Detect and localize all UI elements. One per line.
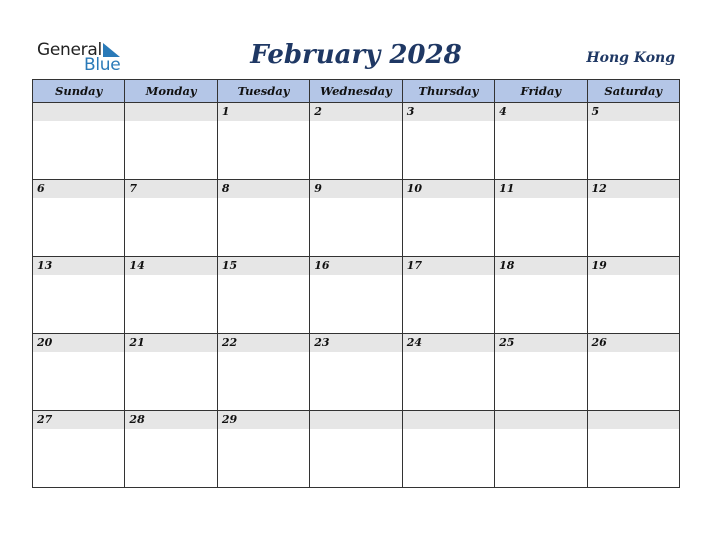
- day-bar: [495, 103, 586, 121]
- day-bar: [588, 411, 679, 429]
- day-cell: [587, 257, 679, 334]
- day-bar: [33, 411, 124, 429]
- day-cell: [587, 180, 679, 257]
- day-cell: [217, 334, 309, 411]
- day-bar: [310, 257, 401, 275]
- day-cell: [217, 411, 309, 488]
- day-number: 25: [499, 336, 515, 349]
- day-bar: [588, 103, 679, 121]
- day-cell: [495, 257, 587, 334]
- day-cell: [402, 180, 494, 257]
- day-number: 15: [221, 259, 238, 272]
- day-number: 1: [221, 105, 230, 118]
- logo-text-blue: Blue: [84, 55, 121, 75]
- day-bar: [218, 180, 309, 198]
- day-number: 23: [314, 336, 330, 349]
- day-cell: [217, 257, 309, 334]
- day-bar: [218, 103, 309, 121]
- day-number: 2: [314, 105, 322, 118]
- day-cell: [402, 257, 494, 334]
- day-cell: [495, 411, 587, 488]
- day-number: 18: [499, 259, 515, 272]
- day-bar: [403, 180, 494, 198]
- day-bar: [495, 257, 586, 275]
- weekday-header: Sunday: [33, 80, 125, 103]
- day-number: 28: [129, 413, 145, 426]
- day-bar: [125, 334, 216, 352]
- day-bar: [495, 180, 586, 198]
- day-number: 17: [406, 259, 422, 272]
- week-row: [33, 180, 680, 257]
- week-row: [33, 411, 680, 488]
- weekday-header: Thursday: [402, 80, 494, 103]
- day-number: 3: [406, 105, 415, 118]
- day-cell: [33, 411, 125, 488]
- day-number: 24: [406, 336, 422, 349]
- day-cell: [310, 180, 402, 257]
- day-bar: [403, 334, 494, 352]
- day-number: 10: [406, 182, 422, 195]
- day-cell: [495, 103, 587, 180]
- day-number: 4: [499, 105, 507, 118]
- region-label: Hong Kong: [586, 50, 675, 66]
- day-bar: [218, 257, 309, 275]
- day-cell: [402, 334, 494, 411]
- day-cell: [495, 180, 587, 257]
- calendar-title: February 2028: [250, 40, 462, 70]
- day-bar: [588, 180, 679, 198]
- weekday-header: Saturday: [587, 80, 679, 103]
- day-bar: [33, 103, 124, 121]
- day-cell: [125, 334, 217, 411]
- weekday-header-row: [33, 80, 680, 103]
- week-row: [33, 103, 680, 180]
- weekday-header: Tuesday: [217, 80, 309, 103]
- day-bar: [310, 334, 401, 352]
- day-cell: [587, 334, 679, 411]
- day-cell: [310, 411, 402, 488]
- weekday-header: Wednesday: [310, 80, 402, 103]
- day-number: 26: [591, 336, 607, 349]
- day-cell: [402, 103, 494, 180]
- day-cell: [33, 257, 125, 334]
- day-bar: [310, 180, 401, 198]
- day-bar: [125, 411, 216, 429]
- day-number: 16: [314, 259, 330, 272]
- day-number: 20: [37, 336, 53, 349]
- day-bar: [33, 257, 124, 275]
- week-row: [33, 334, 680, 411]
- weekday-header: Friday: [495, 80, 587, 103]
- day-number: 9: [314, 182, 322, 195]
- day-cell: [310, 334, 402, 411]
- day-number: 22: [221, 336, 238, 349]
- day-number: 12: [591, 182, 607, 195]
- day-bar: [33, 334, 124, 352]
- week-row: [33, 257, 680, 334]
- day-cell: [125, 257, 217, 334]
- weekday-header: Monday: [125, 80, 217, 103]
- day-bar: [125, 103, 216, 121]
- day-number: 11: [499, 182, 515, 195]
- day-bar: [310, 411, 401, 429]
- day-bar: [495, 411, 586, 429]
- day-number: 14: [129, 259, 145, 272]
- day-bar: [403, 257, 494, 275]
- day-bar: [403, 411, 494, 429]
- day-cell: [587, 411, 679, 488]
- day-bar: [310, 103, 401, 121]
- day-bar: [588, 334, 679, 352]
- day-number: 8: [221, 182, 230, 195]
- day-cell: [33, 334, 125, 411]
- day-bar: [125, 257, 216, 275]
- day-bar: [33, 180, 124, 198]
- day-cell: [587, 103, 679, 180]
- day-cell: [310, 257, 402, 334]
- day-cell: [495, 334, 587, 411]
- day-number: 5: [591, 105, 600, 118]
- day-number: 13: [37, 259, 53, 272]
- day-number: 27: [37, 413, 53, 426]
- day-bar: [218, 411, 309, 429]
- day-bar: [588, 257, 679, 275]
- day-cell: [33, 103, 125, 180]
- day-number: 21: [129, 336, 145, 349]
- day-bar: [125, 180, 216, 198]
- day-number: 7: [129, 182, 138, 195]
- day-number: 29: [221, 413, 238, 426]
- day-cell: [217, 180, 309, 257]
- day-number: 6: [37, 182, 45, 195]
- day-cell: [125, 411, 217, 488]
- day-cell: [217, 103, 309, 180]
- day-cell: [33, 180, 125, 257]
- day-cell: [310, 103, 402, 180]
- day-cell: [125, 103, 217, 180]
- logo-text-general: General: [37, 40, 102, 60]
- day-cell: [125, 180, 217, 257]
- day-number: 19: [591, 259, 607, 272]
- day-bar: [218, 334, 309, 352]
- day-bar: [495, 334, 586, 352]
- day-bar: [403, 103, 494, 121]
- calendar-grid: [32, 79, 680, 488]
- day-cell: [402, 411, 494, 488]
